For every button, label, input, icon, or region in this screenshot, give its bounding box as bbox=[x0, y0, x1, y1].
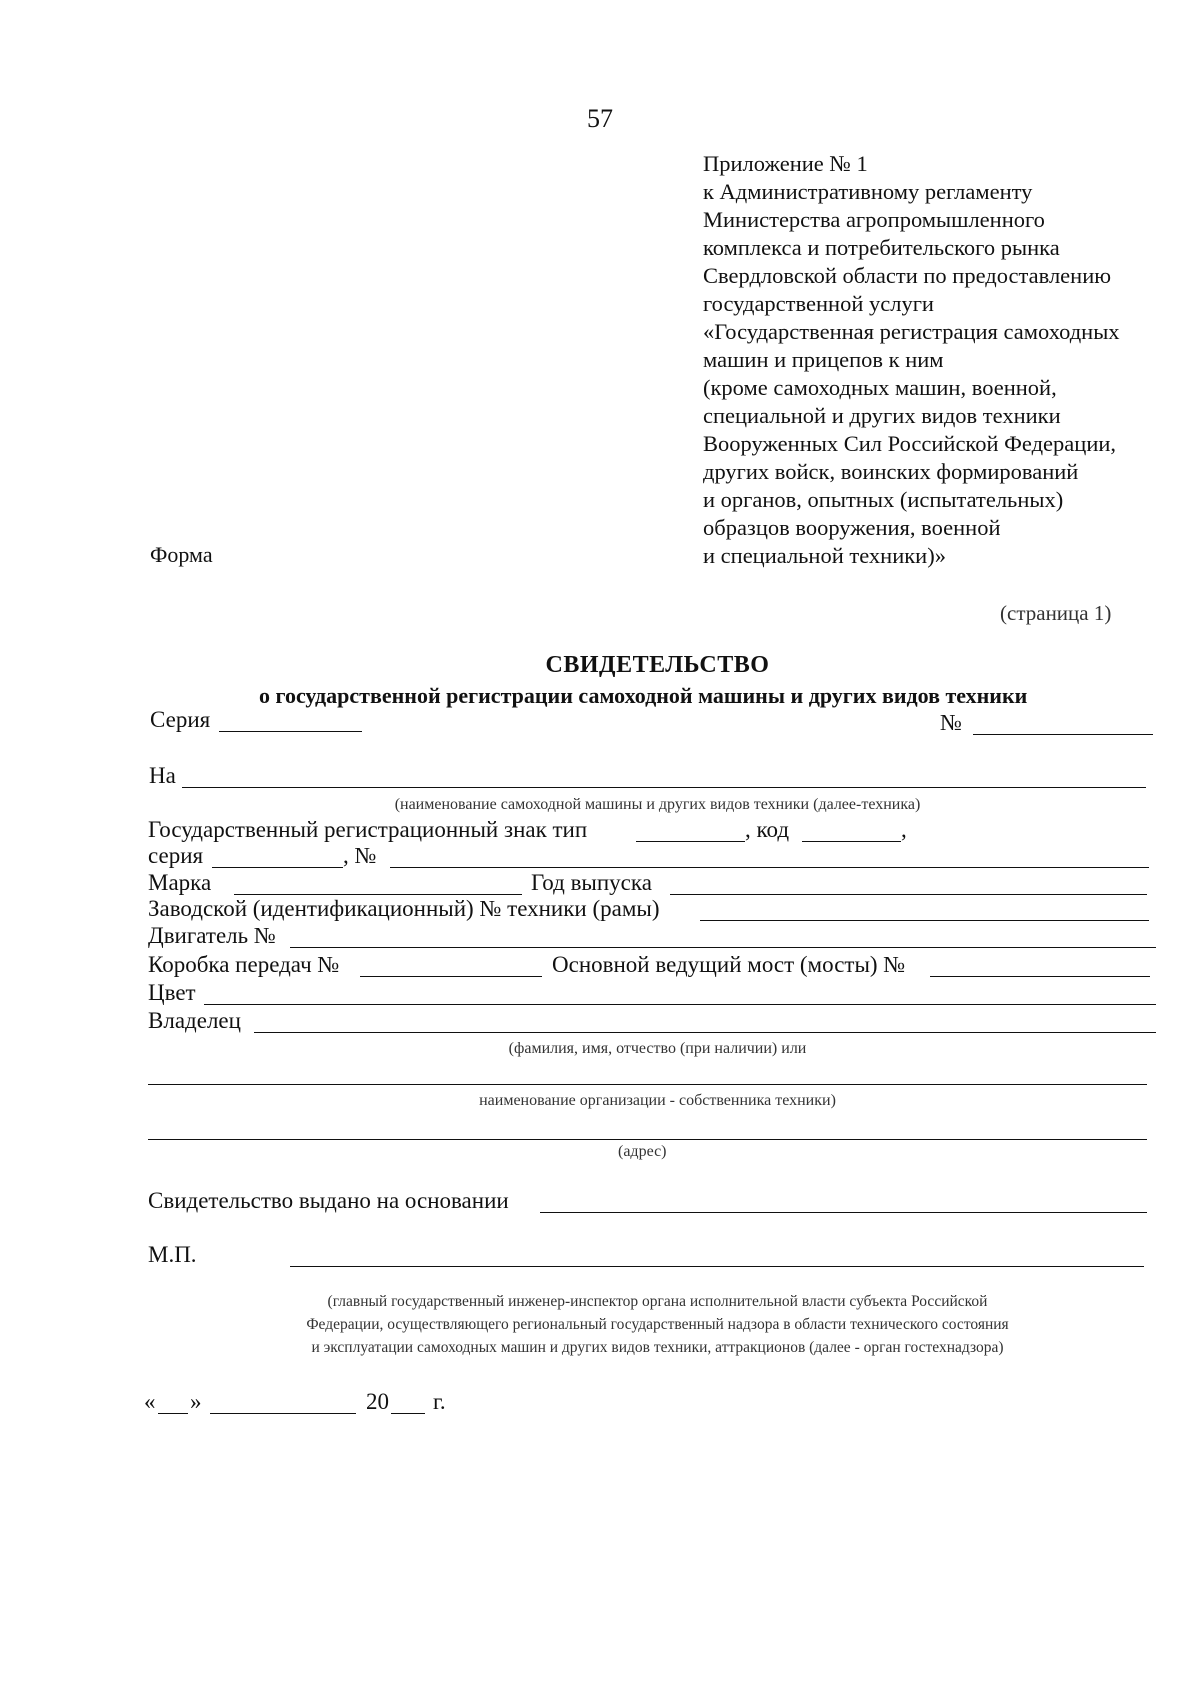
stamp-label: М.П. bbox=[148, 1242, 197, 1267]
axle-label: Основной ведущий мост (мосты) № bbox=[552, 952, 906, 977]
series2-label: серия bbox=[148, 843, 204, 868]
issued-basis-field[interactable] bbox=[540, 1212, 1147, 1213]
code-field[interactable] bbox=[802, 841, 901, 842]
year-field[interactable] bbox=[670, 894, 1147, 895]
code-end: , bbox=[901, 817, 907, 842]
series-field[interactable] bbox=[219, 731, 362, 732]
page-number: 57 bbox=[587, 104, 613, 133]
inspector-caption-line: (главный государственный инженер-инспектор органа исполнительной власти субъекта Российской bbox=[327, 1293, 988, 1310]
color-label: Цвет bbox=[148, 980, 196, 1005]
appendix-line: и органов, опытных (испытательных) bbox=[703, 487, 1064, 512]
year-label: Год выпуска bbox=[531, 870, 652, 895]
number-field[interactable] bbox=[973, 734, 1153, 735]
make-field[interactable] bbox=[234, 894, 522, 895]
number2-label: , № bbox=[343, 843, 377, 868]
page-marker: (страница 1) bbox=[1000, 601, 1112, 625]
code-label: , код bbox=[745, 817, 790, 842]
owner-label: Владелец bbox=[148, 1008, 241, 1033]
reg-sign-type-field[interactable] bbox=[636, 841, 745, 842]
vehicle-name-caption: (наименование самоходной машины и других видов техники (далее-техника) bbox=[394, 796, 921, 813]
series2-field[interactable] bbox=[212, 867, 343, 868]
appendix-line: других войск, воинских формирований bbox=[703, 459, 1079, 484]
number2-field[interactable] bbox=[390, 867, 1149, 868]
certificate-subtitle: о государственной регистрации самоходной машины и других видов техники bbox=[259, 683, 1028, 708]
appendix-line: Вооруженных Сил Российской Федерации, bbox=[703, 431, 1117, 456]
address-caption: (адрес) bbox=[618, 1143, 667, 1160]
appendix-line: Министерства агропромышленного bbox=[703, 207, 1045, 232]
form-label: Форма bbox=[150, 542, 213, 567]
certificate-title: СВИДЕТЕЛЬСТВО bbox=[545, 652, 770, 678]
engine-label: Двигатель № bbox=[148, 923, 276, 948]
owner-field[interactable] bbox=[254, 1032, 1156, 1033]
inspector-caption-line: Федерации, осуществляющего региональный государственный надзора в области технического состояния bbox=[306, 1316, 1009, 1333]
appendix-line: (кроме самоходных машин, военной, bbox=[703, 375, 1057, 400]
inspector-signature-field[interactable] bbox=[290, 1266, 1144, 1267]
year-suffix: г. bbox=[433, 1389, 446, 1414]
date-close-quote: » bbox=[190, 1389, 202, 1414]
appendix-line: Приложение № 1 bbox=[703, 151, 868, 176]
owner-caption: (фамилия, имя, отчество (при наличии) или bbox=[508, 1040, 807, 1057]
vehicle-name-field[interactable] bbox=[182, 787, 1146, 788]
appendix-line: Свердловской области по предоставлению bbox=[703, 263, 1112, 288]
organization-field[interactable] bbox=[148, 1084, 1147, 1085]
issued-basis-label: Свидетельство выдано на основании bbox=[148, 1188, 509, 1213]
series-label: Серия bbox=[150, 707, 211, 732]
make-label: Марка bbox=[148, 870, 212, 895]
date-open-quote: « bbox=[144, 1389, 156, 1414]
gearbox-field[interactable] bbox=[360, 976, 542, 977]
appendix-line: и специальной техники)» bbox=[703, 543, 946, 568]
appendix-line: комплекса и потребительского рынка bbox=[703, 235, 1060, 260]
inspector-caption-line: и эксплуатации самоходных машин и других видов техники, аттракционов (далее - орган гостехнадзора) bbox=[311, 1339, 1004, 1356]
appendix-line: «Государственная регистрация самоходных bbox=[703, 319, 1120, 344]
appendix-line: государственной услуги bbox=[703, 291, 934, 316]
day-field[interactable] bbox=[158, 1413, 188, 1414]
factory-number-label: Заводской (идентификационный) № техники (рамы) bbox=[148, 896, 660, 921]
month-field[interactable] bbox=[210, 1413, 356, 1414]
gearbox-label: Коробка передач № bbox=[148, 952, 340, 977]
reg-sign-type-label: Государственный регистрационный знак тип bbox=[148, 817, 588, 842]
color-field[interactable] bbox=[204, 1004, 1156, 1005]
address-field[interactable] bbox=[148, 1139, 1147, 1140]
year-digits-field[interactable] bbox=[391, 1413, 425, 1414]
organization-caption: наименование организации - собственника техники) bbox=[479, 1092, 836, 1109]
on-label: На bbox=[149, 763, 176, 788]
axle-field[interactable] bbox=[930, 976, 1150, 977]
appendix-line: образцов вооружения, военной bbox=[703, 515, 1001, 540]
inspector-caption bbox=[0, 1290, 1200, 1359]
year-prefix: 20 bbox=[366, 1389, 389, 1414]
appendix-line: специальной и других видов техники bbox=[703, 403, 1061, 428]
engine-field[interactable] bbox=[290, 947, 1156, 948]
appendix-line: машин и прицепов к ним bbox=[703, 347, 944, 372]
appendix-line: к Административному регламенту bbox=[703, 179, 1033, 204]
factory-number-field[interactable] bbox=[700, 920, 1149, 921]
number-label: № bbox=[940, 710, 962, 735]
appendix-header bbox=[703, 150, 1120, 570]
